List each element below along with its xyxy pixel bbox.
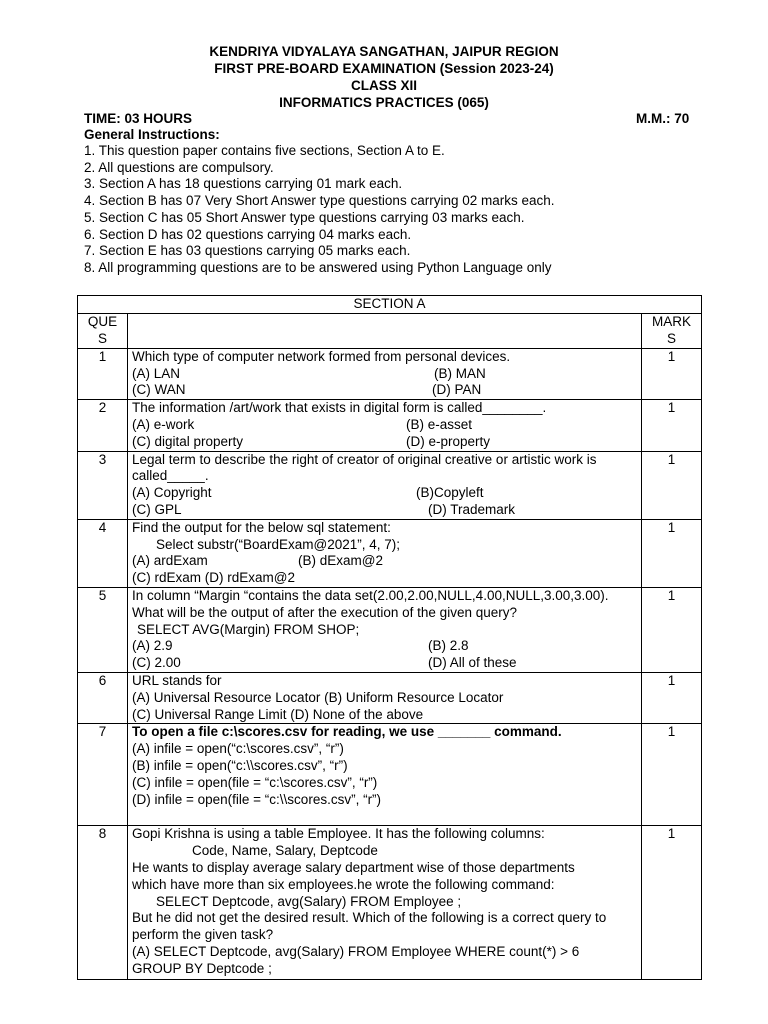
option-b: (B) dExam@2 — [298, 553, 383, 569]
option-d: (D) All of these — [428, 655, 517, 671]
question-number: 4 — [78, 519, 128, 587]
option-a: (A) 2.9 — [132, 638, 173, 654]
option-b: (B) 2.8 — [428, 638, 469, 654]
question-number: 7 — [78, 724, 128, 826]
ques-column-header: QUE S — [78, 313, 128, 348]
option-b: (B)Copyleft — [416, 485, 484, 501]
question-text: In column “Margin “contains the data set(2.00,2.00,NULL,4.00,NULL,3.00,3.00). What will be the output of after the execution of the given query? SELECT AVG(Margin) FROM SHOP; (A) 2.9 (B) 2.8 (C) 2.00 (D) All of these — [128, 587, 642, 672]
instruction-item: 6. Section D has 02 questions carrying 04 marks each. — [84, 226, 412, 242]
question-marks: 1 — [642, 724, 702, 826]
option-c: (C) digital property — [132, 433, 244, 449]
question-text: Find the output for the below sql statement: Select substr(“BoardExam@2021”, 4, 7); (A) ardExam (B) dExam@2 (C) rdExam (D) rdExam@2 — [128, 519, 642, 587]
question-marks: 1 — [642, 587, 702, 672]
section-title: SECTION A — [78, 296, 702, 314]
sql-statement: SELECT AVG(Margin) FROM SHOP; — [137, 621, 360, 637]
option-a: (A) LAN — [132, 365, 181, 381]
question-number: 1 — [78, 348, 128, 399]
exam-name: FIRST PRE-BOARD EXAMINATION (Session 2023-24) — [214, 61, 554, 76]
instructions-title: General Instructions: — [84, 127, 220, 142]
subject-name: INFORMATICS PRACTICES (065) — [279, 95, 489, 110]
question-marks: 1 — [642, 826, 702, 980]
question-marks: 1 — [642, 400, 702, 451]
instruction-item: 2. All questions are compulsory. — [84, 159, 274, 175]
question-number: 8 — [78, 826, 128, 980]
option-a: (A) SELECT Deptcode, avg(Salary) FROM Employee WHERE count(*) > 6 — [132, 943, 580, 959]
question-text: Legal term to describe the right of creator of original creative or artistic work is called_____. (A) Copyright (B)Copyleft (C) GPL (D) Trademark — [128, 451, 642, 519]
question-text: To open a file c:\scores.csv for reading, we use _______ command. (A) infile = open(“c:\scores.csv”, “r”) (B) infile = open(“c:\\scores.csv”, “r”) (C) infile = open(file = “c:\scores.csv”, “r”) (D) infile = open(file = “c:\\scores.csv”, “r”) — [128, 724, 642, 826]
table-row — [78, 519, 702, 587]
question-text: Gopi Krishna is using a table Employee. It has the following columns: Code, Name, Salary, Deptcode He wants to display average salary department wise of those departments which have more than six employees.he wrote the following command: SELECT Deptcode, avg(Salary) FROM Employee ; But he did not get the desired result. Which of the following is a correct query to perform the given task? (A) SELECT Deptcode, avg(Salary) FROM Employee WHERE count(*) > 6 GROUP BY Deptcode ; — [128, 826, 642, 980]
section-header-row — [78, 296, 702, 314]
option-c: (C) 2.00 — [132, 655, 181, 671]
option-a-b: (A) Universal Resource Locator (B) Uniform Resource Locator — [132, 689, 504, 705]
table-row — [78, 451, 702, 519]
option-c-d: (C) rdExam (D) rdExam@2 — [132, 570, 295, 586]
column-header-row — [78, 313, 702, 348]
instruction-item: 4. Section B has 07 Very Short Answer type questions carrying 02 marks each. — [84, 193, 555, 209]
question-number: 5 — [78, 587, 128, 672]
question-text: URL stands for (A) Universal Resource Locator (B) Uniform Resource Locator (C) Universal Range Limit (D) None of the above — [128, 672, 642, 723]
questions-table — [77, 295, 702, 980]
instruction-item: 8. All programming questions are to be answered using Python Language only — [84, 259, 552, 275]
option-d: (D) infile = open(file = “c:\\scores.csv”, “r”) — [132, 791, 382, 807]
table-row — [78, 826, 702, 980]
sql-statement: Select substr(“BoardExam@2021”, 4, 7); — [156, 536, 401, 552]
question-marks: 1 — [642, 348, 702, 399]
table-row — [78, 672, 702, 723]
column-list: Code, Name, Salary, Deptcode — [192, 843, 378, 859]
option-d: (D) e-property — [406, 433, 491, 449]
class-name: CLASS XII — [350, 78, 417, 93]
question-number: 2 — [78, 400, 128, 451]
option-b: (B) e-asset — [406, 416, 473, 432]
time-label: TIME: 03 HOURS — [84, 111, 193, 126]
instruction-item: 7. Section E has 03 questions carrying 05 marks each. — [84, 243, 411, 259]
question-text: Which type of computer network formed from personal devices. (A) LAN (B) MAN (C) WAN (D) PAN — [128, 348, 642, 399]
option-c-d: (C) Universal Range Limit (D) None of the above — [132, 706, 424, 722]
question-number: 6 — [78, 672, 128, 723]
option-c: (C) WAN — [132, 382, 186, 398]
instruction-item: 3. Section A has 18 questions carrying 01 mark each. — [84, 176, 403, 192]
marks-column-header: MARK S — [642, 313, 702, 348]
option-d: (D) PAN — [432, 382, 482, 398]
option-a: (A) infile = open(“c:\scores.csv”, “r”) — [132, 741, 344, 757]
school-name: KENDRIYA VIDYALAYA SANGATHAN, JAIPUR REGION — [209, 44, 559, 59]
option-c: (C) infile = open(file = “c:\scores.csv”, “r”) — [132, 774, 378, 790]
table-row — [78, 724, 702, 826]
question-marks: 1 — [642, 451, 702, 519]
option-a: (A) ardExam — [132, 553, 208, 569]
table-row — [78, 348, 702, 399]
option-b: (B) infile = open(“c:\\scores.csv”, “r”) — [132, 757, 348, 773]
option-a: (A) Copyright — [132, 485, 212, 501]
instruction-item: 1. This question paper contains five sections, Section A to E. — [84, 143, 445, 158]
table-row — [78, 400, 702, 451]
question-column-header — [128, 313, 642, 348]
table-row — [78, 587, 702, 672]
sql-statement: SELECT Deptcode, avg(Salary) FROM Employee ; — [156, 893, 462, 909]
instruction-item: 5. Section C has 05 Short Answer type questions carrying 03 marks each. — [84, 209, 525, 225]
question-number: 3 — [78, 451, 128, 519]
question-marks: 1 — [642, 519, 702, 587]
option-d: (D) Trademark — [428, 501, 516, 517]
option-a-continued: GROUP BY Deptcode ; — [132, 960, 272, 976]
option-a: (A) e-work — [132, 416, 195, 432]
question-marks: 1 — [642, 672, 702, 723]
instructions-list — [84, 143, 555, 277]
question-text: The information /art/work that exists in digital form is called________. (A) e-work (B) e-asset (C) digital property (D) e-property — [128, 400, 642, 451]
option-b: (B) MAN — [434, 365, 486, 381]
max-marks-label: M.M.: 70 — [636, 111, 690, 126]
option-c: (C) GPL — [132, 501, 182, 517]
